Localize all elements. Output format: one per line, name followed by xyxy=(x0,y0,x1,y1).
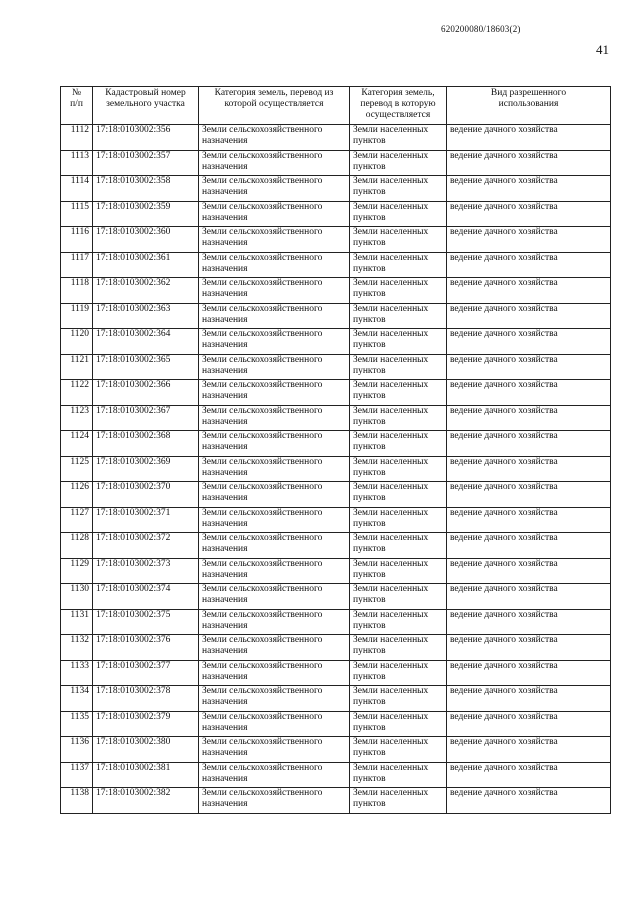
cell-line: Земли сельскохозяйственного xyxy=(202,711,323,722)
cell-line: назначения xyxy=(202,748,248,758)
cell-line: Земли населенных xyxy=(353,762,429,773)
cell-line: пунктов xyxy=(353,391,386,401)
permitted-use-cell: ведение дачного хозяйства xyxy=(447,635,611,661)
cell-line: Земли сельскохозяйственного xyxy=(202,380,323,390)
row-number-cell: 1126 xyxy=(61,482,93,508)
cell-line: Земли населенных xyxy=(353,303,429,314)
header-line: которой осуществляется xyxy=(224,99,324,109)
cell-line: Земли населенных xyxy=(353,482,429,492)
cell-line: Земли сельскохозяйственного xyxy=(202,201,323,212)
header-permitted-use xyxy=(447,87,611,125)
category-to-cell xyxy=(350,431,447,457)
category-to-cell xyxy=(350,125,447,151)
row-number-cell: 1112 xyxy=(61,125,93,151)
category-from-cell xyxy=(199,609,350,635)
cell-line: Земли сельскохозяйственного xyxy=(202,303,323,314)
category-to-cell xyxy=(350,762,447,788)
cadastral-number-cell: 17:18:0103002:369 xyxy=(93,456,199,482)
cell-line: Земли населенных xyxy=(353,609,429,620)
permitted-use-cell: ведение дачного хозяйства xyxy=(447,405,611,431)
category-from-cell xyxy=(199,176,350,202)
cell-line: Земли населенных xyxy=(353,201,429,212)
cell-line: пунктов xyxy=(353,544,386,554)
cell-line: Земли населенных xyxy=(353,125,429,135)
permitted-use-cell: ведение дачного хозяйства xyxy=(447,482,611,508)
category-to-cell xyxy=(350,788,447,814)
category-to-cell xyxy=(350,303,447,329)
permitted-use-cell: ведение дачного хозяйства xyxy=(447,176,611,202)
cadastral-number-cell: 17:18:0103002:379 xyxy=(93,711,199,737)
cell-line: Земли сельскохозяйственного xyxy=(202,329,323,339)
cadastral-number-cell: 17:18:0103002:370 xyxy=(93,482,199,508)
cell-line: пунктов xyxy=(353,518,386,529)
cell-line: пунктов xyxy=(353,161,386,172)
cadastral-number-cell: 17:18:0103002:359 xyxy=(93,201,199,227)
header-line: использования xyxy=(498,99,559,109)
category-to-cell xyxy=(350,686,447,712)
category-from-cell xyxy=(199,456,350,482)
permitted-use-cell: ведение дачного хозяйства xyxy=(447,354,611,380)
cell-line: Земли населенных xyxy=(353,278,429,288)
cadastral-number-cell: 17:18:0103002:366 xyxy=(93,380,199,406)
cell-line: назначения xyxy=(202,161,248,172)
cell-line: Земли сельскохозяйственного xyxy=(202,507,323,518)
cell-line: пунктов xyxy=(353,773,386,784)
permitted-use-cell: ведение дачного хозяйства xyxy=(447,737,611,763)
row-number-cell: 1122 xyxy=(61,380,93,406)
cell-line: назначения xyxy=(202,391,248,401)
cadastral-number-cell: 17:18:0103002:374 xyxy=(93,584,199,610)
category-from-cell xyxy=(199,762,350,788)
category-to-cell xyxy=(350,482,447,508)
category-to-cell xyxy=(350,252,447,278)
cell-line: Земли сельскохозяйственного xyxy=(202,533,323,543)
cell-line: пунктов xyxy=(353,238,386,248)
header-line: п/п xyxy=(70,99,83,109)
cell-line: пунктов xyxy=(353,595,386,605)
land-plots-table xyxy=(60,86,611,814)
cell-line: назначения xyxy=(202,289,248,299)
cell-line: Земли сельскохозяйственного xyxy=(202,482,323,492)
cadastral-number-cell: 17:18:0103002:357 xyxy=(93,150,199,176)
table-row xyxy=(61,227,611,253)
cell-line: Земли сельскохозяйственного xyxy=(202,584,323,594)
cell-line: Земли населенных xyxy=(353,380,429,390)
header-cadastral xyxy=(93,87,199,125)
cell-line: Земли сельскохозяйственного xyxy=(202,278,323,288)
row-number-cell: 1136 xyxy=(61,737,93,763)
cell-line: пунктов xyxy=(353,136,386,146)
category-to-cell xyxy=(350,711,447,737)
category-to-cell xyxy=(350,176,447,202)
cell-line: Земли населенных xyxy=(353,660,429,671)
cell-line: назначения xyxy=(202,442,248,452)
permitted-use-cell: ведение дачного хозяйства xyxy=(447,609,611,635)
row-number-cell: 1130 xyxy=(61,584,93,610)
cell-line: пунктов xyxy=(353,467,386,478)
cell-line: назначения xyxy=(202,467,248,478)
table-row xyxy=(61,737,611,763)
header-line: осуществляется xyxy=(365,110,431,120)
cell-line: Земли населенных xyxy=(353,252,429,263)
table-row xyxy=(61,252,611,278)
cell-line: Земли населенных xyxy=(353,711,429,722)
cell-line: Земли сельскохозяйственного xyxy=(202,609,323,620)
category-from-cell xyxy=(199,227,350,253)
cell-line: назначения xyxy=(202,620,248,631)
row-number-cell: 1135 xyxy=(61,711,93,737)
permitted-use-cell: ведение дачного хозяйства xyxy=(447,660,611,686)
cadastral-number-cell: 17:18:0103002:361 xyxy=(93,252,199,278)
cell-line: Земли населенных xyxy=(353,507,429,518)
row-number-cell: 1115 xyxy=(61,201,93,227)
cell-line: пунктов xyxy=(353,289,386,299)
row-number-cell: 1120 xyxy=(61,329,93,355)
category-from-cell xyxy=(199,278,350,304)
row-number-cell: 1132 xyxy=(61,635,93,661)
cell-line: Земли населенных xyxy=(353,329,429,339)
category-to-cell xyxy=(350,201,447,227)
row-number-cell: 1133 xyxy=(61,660,93,686)
cell-line: Земли населенных xyxy=(353,533,429,543)
row-number-cell: 1119 xyxy=(61,303,93,329)
table-row xyxy=(61,150,611,176)
cell-line: пунктов xyxy=(353,748,386,758)
cell-line: Земли сельскохозяйственного xyxy=(202,558,323,569)
cadastral-number-cell: 17:18:0103002:364 xyxy=(93,329,199,355)
category-from-cell xyxy=(199,788,350,814)
category-from-cell xyxy=(199,558,350,584)
category-to-cell xyxy=(350,380,447,406)
cell-line: Земли сельскохозяйственного xyxy=(202,686,323,696)
table-row xyxy=(61,201,611,227)
permitted-use-cell: ведение дачного хозяйства xyxy=(447,711,611,737)
cell-line: пунктов xyxy=(353,187,386,197)
cadastral-number-cell: 17:18:0103002:372 xyxy=(93,533,199,559)
cell-line: Земли сельскохозяйственного xyxy=(202,660,323,671)
table-row xyxy=(61,431,611,457)
cell-line: Земли сельскохозяйственного xyxy=(202,456,323,467)
table-row xyxy=(61,482,611,508)
cadastral-number-cell: 17:18:0103002:378 xyxy=(93,686,199,712)
table-row xyxy=(61,303,611,329)
cell-line: пунктов xyxy=(353,569,386,580)
table-row xyxy=(61,125,611,151)
permitted-use-cell: ведение дачного хозяйства xyxy=(447,686,611,712)
table-header-row xyxy=(61,87,611,125)
cell-line: пунктов xyxy=(353,799,386,809)
cell-line: Земли сельскохозяйственного xyxy=(202,125,323,135)
table-row xyxy=(61,533,611,559)
table-row xyxy=(61,380,611,406)
cell-line: назначения xyxy=(202,671,248,682)
cell-line: назначения xyxy=(202,544,248,554)
permitted-use-cell: ведение дачного хозяйства xyxy=(447,558,611,584)
cadastral-number-cell: 17:18:0103002:375 xyxy=(93,609,199,635)
document-id: 620200080/18603(2) xyxy=(441,24,521,34)
cell-line: назначения xyxy=(202,314,248,325)
category-from-cell xyxy=(199,711,350,737)
cell-line: пунктов xyxy=(353,416,386,427)
header-line: Категория земель, xyxy=(361,88,435,98)
cell-line: пунктов xyxy=(353,620,386,631)
cadastral-number-cell: 17:18:0103002:382 xyxy=(93,788,199,814)
permitted-use-cell: ведение дачного хозяйства xyxy=(447,227,611,253)
table-row xyxy=(61,278,611,304)
table-row xyxy=(61,558,611,584)
cell-line: назначения xyxy=(202,799,248,809)
cell-line: назначения xyxy=(202,340,248,350)
category-from-cell xyxy=(199,354,350,380)
category-from-cell xyxy=(199,125,350,151)
cell-line: назначения xyxy=(202,365,248,376)
category-from-cell xyxy=(199,405,350,431)
row-number-cell: 1118 xyxy=(61,278,93,304)
header-line: земельного участка xyxy=(106,99,185,109)
table-row xyxy=(61,176,611,202)
cell-line: Земли сельскохозяйственного xyxy=(202,176,323,186)
category-from-cell xyxy=(199,329,350,355)
table-row xyxy=(61,507,611,533)
cadastral-number-cell: 17:18:0103002:365 xyxy=(93,354,199,380)
cell-line: назначения xyxy=(202,493,248,503)
header-num xyxy=(61,87,93,125)
cadastral-number-cell: 17:18:0103002:371 xyxy=(93,507,199,533)
table-row xyxy=(61,456,611,482)
category-to-cell xyxy=(350,533,447,559)
cadastral-number-cell: 17:18:0103002:377 xyxy=(93,660,199,686)
category-to-cell xyxy=(350,609,447,635)
permitted-use-cell: ведение дачного хозяйства xyxy=(447,584,611,610)
category-to-cell xyxy=(350,456,447,482)
row-number-cell: 1127 xyxy=(61,507,93,533)
cadastral-number-cell: 17:18:0103002:380 xyxy=(93,737,199,763)
cadastral-number-cell: 17:18:0103002:362 xyxy=(93,278,199,304)
cadastral-number-cell: 17:18:0103002:376 xyxy=(93,635,199,661)
cell-line: Земли населенных xyxy=(353,456,429,467)
row-number-cell: 1129 xyxy=(61,558,93,584)
category-to-cell xyxy=(350,278,447,304)
cell-line: назначения xyxy=(202,518,248,529)
row-number-cell: 1134 xyxy=(61,686,93,712)
row-number-cell: 1128 xyxy=(61,533,93,559)
table-row xyxy=(61,788,611,814)
table-body xyxy=(61,125,611,814)
category-to-cell xyxy=(350,635,447,661)
permitted-use-cell: ведение дачного хозяйства xyxy=(447,456,611,482)
cell-line: Земли сельскохозяйственного xyxy=(202,252,323,263)
category-to-cell xyxy=(350,660,447,686)
cell-line: назначения xyxy=(202,187,248,197)
cell-line: пунктов xyxy=(353,212,386,223)
cell-line: Земли населенных xyxy=(353,150,429,161)
cadastral-number-cell: 17:18:0103002:358 xyxy=(93,176,199,202)
cell-line: Земли сельскохозяйственного xyxy=(202,150,323,161)
page-number: 41 xyxy=(596,42,609,57)
category-from-cell xyxy=(199,380,350,406)
cell-line: Земли сельскохозяйственного xyxy=(202,354,323,365)
cell-line: Земли населенных xyxy=(353,686,429,696)
cell-line: Земли населенных xyxy=(353,788,429,798)
header-line: Вид разрешенного xyxy=(490,88,567,98)
header-line: Кадастровый номер xyxy=(105,88,186,98)
cell-line: Земли населенных xyxy=(353,431,429,441)
permitted-use-cell: ведение дачного хозяйства xyxy=(447,201,611,227)
table-row xyxy=(61,635,611,661)
header-line: перевод в которую xyxy=(360,99,436,109)
row-number-cell: 1116 xyxy=(61,227,93,253)
category-to-cell xyxy=(350,737,447,763)
cell-line: назначения xyxy=(202,569,248,580)
category-to-cell xyxy=(350,227,447,253)
category-to-cell xyxy=(350,329,447,355)
cadastral-number-cell: 17:18:0103002:368 xyxy=(93,431,199,457)
category-from-cell xyxy=(199,431,350,457)
cell-line: назначения xyxy=(202,416,248,427)
table-row xyxy=(61,762,611,788)
permitted-use-cell: ведение дачного хозяйства xyxy=(447,303,611,329)
permitted-use-cell: ведение дачного хозяйства xyxy=(447,252,611,278)
category-to-cell xyxy=(350,558,447,584)
category-to-cell xyxy=(350,507,447,533)
header-category-from xyxy=(199,87,350,125)
cell-line: назначения xyxy=(202,238,248,248)
cell-line: пунктов xyxy=(353,493,386,503)
category-from-cell xyxy=(199,635,350,661)
table-row xyxy=(61,609,611,635)
cell-line: пунктов xyxy=(353,697,386,707)
cell-line: пунктов xyxy=(353,442,386,452)
row-number-cell: 1131 xyxy=(61,609,93,635)
row-number-cell: 1117 xyxy=(61,252,93,278)
cell-line: назначения xyxy=(202,722,248,733)
table-row xyxy=(61,584,611,610)
category-from-cell xyxy=(199,482,350,508)
row-number-cell: 1138 xyxy=(61,788,93,814)
cadastral-number-cell: 17:18:0103002:373 xyxy=(93,558,199,584)
permitted-use-cell: ведение дачного хозяйства xyxy=(447,150,611,176)
category-from-cell xyxy=(199,686,350,712)
cadastral-number-cell: 17:18:0103002:381 xyxy=(93,762,199,788)
category-from-cell xyxy=(199,150,350,176)
category-to-cell xyxy=(350,150,447,176)
header-category-to xyxy=(350,87,447,125)
permitted-use-cell: ведение дачного хозяйства xyxy=(447,507,611,533)
permitted-use-cell: ведение дачного хозяйства xyxy=(447,762,611,788)
cell-line: назначения xyxy=(202,136,248,146)
cell-line: пунктов xyxy=(353,340,386,350)
cell-line: Земли населенных xyxy=(353,737,429,747)
row-number-cell: 1123 xyxy=(61,405,93,431)
cell-line: Земли сельскохозяйственного xyxy=(202,788,323,798)
category-to-cell xyxy=(350,354,447,380)
cell-line: пунктов xyxy=(353,263,386,274)
table-row xyxy=(61,711,611,737)
category-to-cell xyxy=(350,584,447,610)
cadastral-number-cell: 17:18:0103002:356 xyxy=(93,125,199,151)
cell-line: Земли сельскохозяйственного xyxy=(202,405,323,416)
cell-line: Земли населенных xyxy=(353,584,429,594)
cell-line: пунктов xyxy=(353,365,386,376)
cell-line: Земли населенных xyxy=(353,354,429,365)
cell-line: пунктов xyxy=(353,314,386,325)
cell-line: пунктов xyxy=(353,671,386,682)
category-to-cell xyxy=(350,405,447,431)
category-from-cell xyxy=(199,584,350,610)
cell-line: Земли населенных xyxy=(353,176,429,186)
header-line: Категория земель, перевод из xyxy=(214,88,334,98)
header-line: № xyxy=(71,88,82,98)
category-from-cell xyxy=(199,252,350,278)
row-number-cell: 1137 xyxy=(61,762,93,788)
category-from-cell xyxy=(199,660,350,686)
cell-line: назначения xyxy=(202,773,248,784)
cell-line: назначения xyxy=(202,263,248,274)
category-from-cell xyxy=(199,201,350,227)
permitted-use-cell: ведение дачного хозяйства xyxy=(447,380,611,406)
cadastral-number-cell: 17:18:0103002:367 xyxy=(93,405,199,431)
cell-line: назначения xyxy=(202,595,248,605)
cell-line: Земли населенных xyxy=(353,558,429,569)
cell-line: назначения xyxy=(202,646,248,656)
cell-line: Земли сельскохозяйственного xyxy=(202,635,323,645)
cell-line: пунктов xyxy=(353,722,386,733)
permitted-use-cell: ведение дачного хозяйства xyxy=(447,278,611,304)
cell-line: Земли сельскохозяйственного xyxy=(202,227,323,237)
cell-line: Земли населенных xyxy=(353,635,429,645)
permitted-use-cell: ведение дачного хозяйства xyxy=(447,788,611,814)
cell-line: назначения xyxy=(202,697,248,707)
permitted-use-cell: ведение дачного хозяйства xyxy=(447,329,611,355)
table-row xyxy=(61,329,611,355)
table-row xyxy=(61,686,611,712)
cadastral-number-cell: 17:18:0103002:360 xyxy=(93,227,199,253)
cell-line: Земли сельскохозяйственного xyxy=(202,737,323,747)
permitted-use-cell: ведение дачного хозяйства xyxy=(447,431,611,457)
category-from-cell xyxy=(199,533,350,559)
cell-line: Земли сельскохозяйственного xyxy=(202,762,323,773)
row-number-cell: 1124 xyxy=(61,431,93,457)
permitted-use-cell: ведение дачного хозяйства xyxy=(447,533,611,559)
row-number-cell: 1121 xyxy=(61,354,93,380)
category-from-cell xyxy=(199,507,350,533)
row-number-cell: 1114 xyxy=(61,176,93,202)
table-row xyxy=(61,660,611,686)
permitted-use-cell: ведение дачного хозяйства xyxy=(447,125,611,151)
row-number-cell: 1113 xyxy=(61,150,93,176)
cell-line: пунктов xyxy=(353,646,386,656)
cell-line: Земли населенных xyxy=(353,227,429,237)
cadastral-number-cell: 17:18:0103002:363 xyxy=(93,303,199,329)
cell-line: Земли населенных xyxy=(353,405,429,416)
table-row xyxy=(61,405,611,431)
category-from-cell xyxy=(199,737,350,763)
table-row xyxy=(61,354,611,380)
category-from-cell xyxy=(199,303,350,329)
cell-line: назначения xyxy=(202,212,248,223)
cell-line: Земли сельскохозяйственного xyxy=(202,431,323,441)
row-number-cell: 1125 xyxy=(61,456,93,482)
